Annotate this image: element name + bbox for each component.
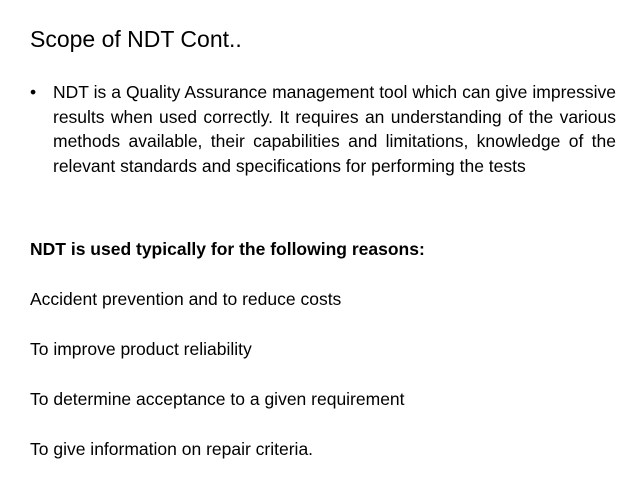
reason-item: To determine acceptance to a given requirement: [30, 389, 405, 409]
bullet-text: NDT is a Quality Assurance management tool which can give impressive results when used correctly. It requires an understanding of the various methods available, their capabilities and limitations, knowledge of the relevant standards and specifications for performing the tests: [53, 82, 616, 176]
slide-title: Scope of NDT Cont..: [30, 26, 242, 52]
reason-item: Accident prevention and to reduce costs: [30, 289, 342, 309]
section-heading: NDT is used typically for the following reasons:: [30, 239, 425, 259]
reason-item: To improve product reliability: [30, 339, 252, 359]
bullet-item: [30, 80, 616, 178]
bullet-marker: •: [30, 82, 37, 102]
reason-item: To give information on repair criteria.: [30, 439, 314, 459]
